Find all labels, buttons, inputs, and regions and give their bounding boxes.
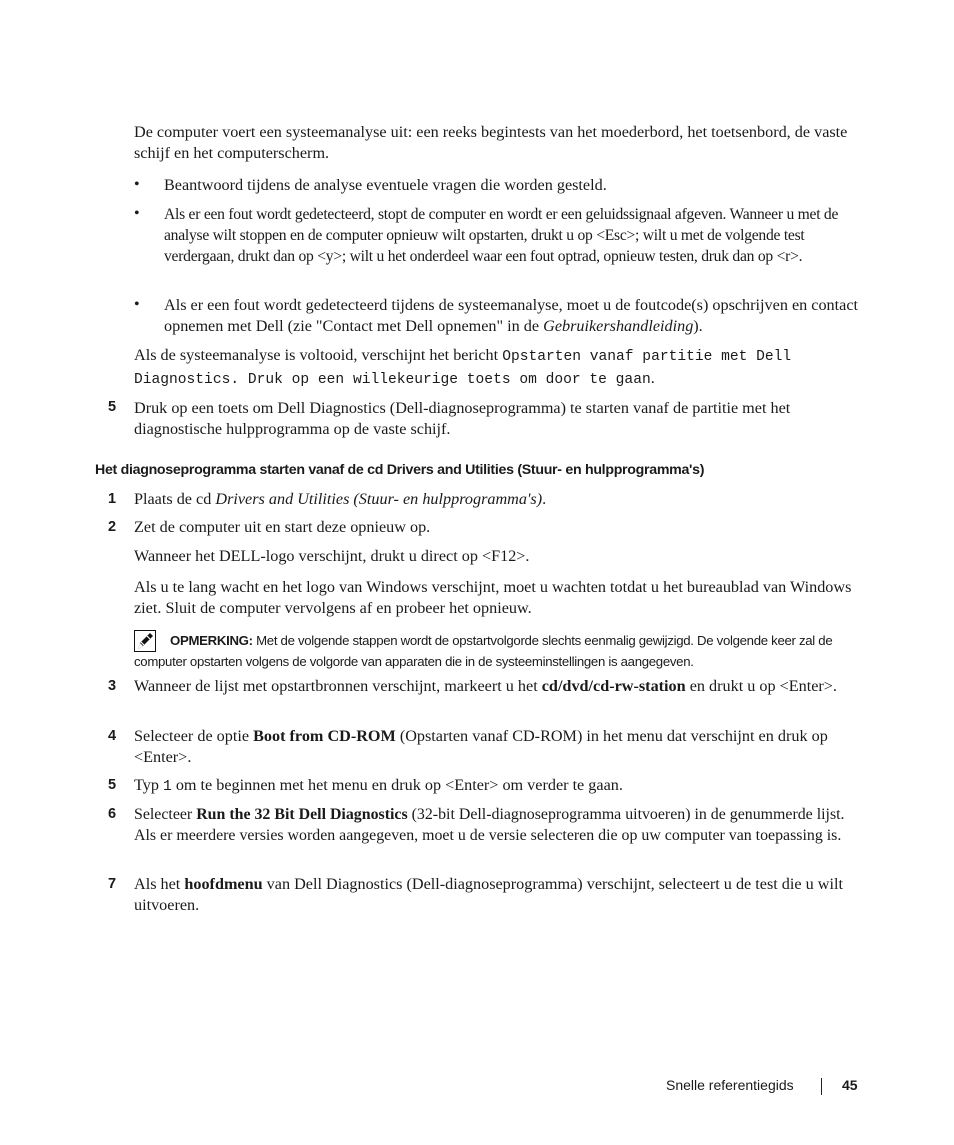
section-heading: Het diagnoseprogramma starten vanaf de cd Drivers and Utilities (Stuur- en hulpprogramma's) <box>95 462 705 478</box>
step-text: Typ 1 om te beginnen met het menu en druk op <Enter> om verder te gaan. <box>134 776 623 795</box>
note-label: OPMERKING: <box>170 633 253 648</box>
note-text: OPMERKING: Met de volgende stappen wordt de opstartvolgorde slechts eenmalig gewijzigd. De volgende keer zal de computer opstarten volgens de volgorde van apparaten die in de systeeminstellingen is aangegeven. <box>134 633 833 669</box>
step-text: Als het hoofdmenu van Dell Diagnostics (Dell-diagnoseprogramma) verschijnt, selecteert u de test die u wilt uitvoeren. <box>134 875 843 914</box>
step-text: Plaats de cd Drivers and Utilities (Stuur- en hulpprogramma's). <box>134 490 547 508</box>
step-paragraph: Wanneer het DELL-logo verschijnt, drukt u direct op <F12>. <box>134 547 530 565</box>
step-number: 5 <box>108 777 117 793</box>
intro-paragraph: De computer voert een systeemanalyse uit: een reeks begintests van het moederbord, het toetsenbord, de vaste schijf en het computerscherm. <box>134 123 848 162</box>
step-paragraph: Als u te lang wacht en het logo van Windows verschijnt, moet u wachten totdat u het bureaublad van Windows ziet. Sluit de computer vervolgens af en probeer het opnieuw. <box>134 578 852 617</box>
step-number: 2 <box>108 519 117 535</box>
step-text: Selecteer Run the 32 Bit Dell Diagnostics (32-bit Dell-diagnoseprogramma uitvoeren) in de genummerde lijst. Als er meerdere versies worden aangegeven, moet u de versie selecteren die op uw computer van toepassing is. <box>134 806 845 844</box>
page-number: 45 <box>842 1077 858 1093</box>
step-number: 4 <box>108 728 117 744</box>
cd-title: Drivers and Utilities (Stuur- en hulpprogramma's) <box>215 490 543 508</box>
step-text: Selecteer de optie Boot from CD-ROM (Opstarten vanaf CD-ROM) in het menu dat verschijnt en druk op <Enter>. <box>134 727 828 766</box>
step-number: 3 <box>108 678 117 694</box>
bullet-item-3: Als er een fout wordt gedetecteerd tijdens de systeemanalyse, moet u de foutcode(s) opschrijven en contact opnemen met Dell (zie "Contact met Dell opnemen" in de Gebruikershandleiding). <box>164 296 859 335</box>
bullet-marker: • <box>134 176 140 193</box>
analysis-complete-paragraph: Als de systeemanalyse is voltooid, verschijnt het bericht Opstarten vanaf partitie met Dell Diagnostics. Druk op een willekeurige toets om door te gaan. <box>134 346 792 388</box>
bullet-marker: • <box>134 296 140 313</box>
bullet-item-1: Beantwoord tijdens de analyse eventuele vragen die worden gesteld. <box>164 176 607 194</box>
step-text: Wanneer de lijst met opstartbronnen verschijnt, markeert u het cd/dvd/cd-rw-station en drukt u op <Enter>. <box>134 677 837 695</box>
footer-divider <box>821 1078 822 1095</box>
manual-title: Gebruikershandleiding <box>543 317 694 335</box>
step-number: 1 <box>108 491 117 507</box>
step-number: 5 <box>108 399 117 415</box>
bullet-marker: • <box>134 205 140 222</box>
step-number: 6 <box>108 806 117 822</box>
step-text: Druk op een toets om Dell Diagnostics (Dell-diagnoseprogramma) te starten vanaf de partitie met het diagnostische hulpprogramma op de vaste schijf. <box>134 399 791 438</box>
footer-title: Snelle referentiegids <box>666 1077 794 1093</box>
bullet-item-2: Als er een fout wordt gedetecteerd, stopt de computer en wordt er een geluidssignaal afgeven. Wanneer u met de analyse wilt stoppen en de computer opnieuw wilt opstarten, drukt u op <Esc>; wilt u met de volgende test verdergaan, drukt dan op <y>; wilt u het onderdeel waar een fout optrad, opnieuw testen, druk dan op <r>. <box>164 206 839 265</box>
step-number: 7 <box>108 876 117 892</box>
step-text: Zet de computer uit en start deze opnieuw op. <box>134 518 431 536</box>
screen-message: Opstarten vanaf partitie met Dell Diagnostics. Druk op een willekeurige toets om door te gaan <box>134 349 792 388</box>
